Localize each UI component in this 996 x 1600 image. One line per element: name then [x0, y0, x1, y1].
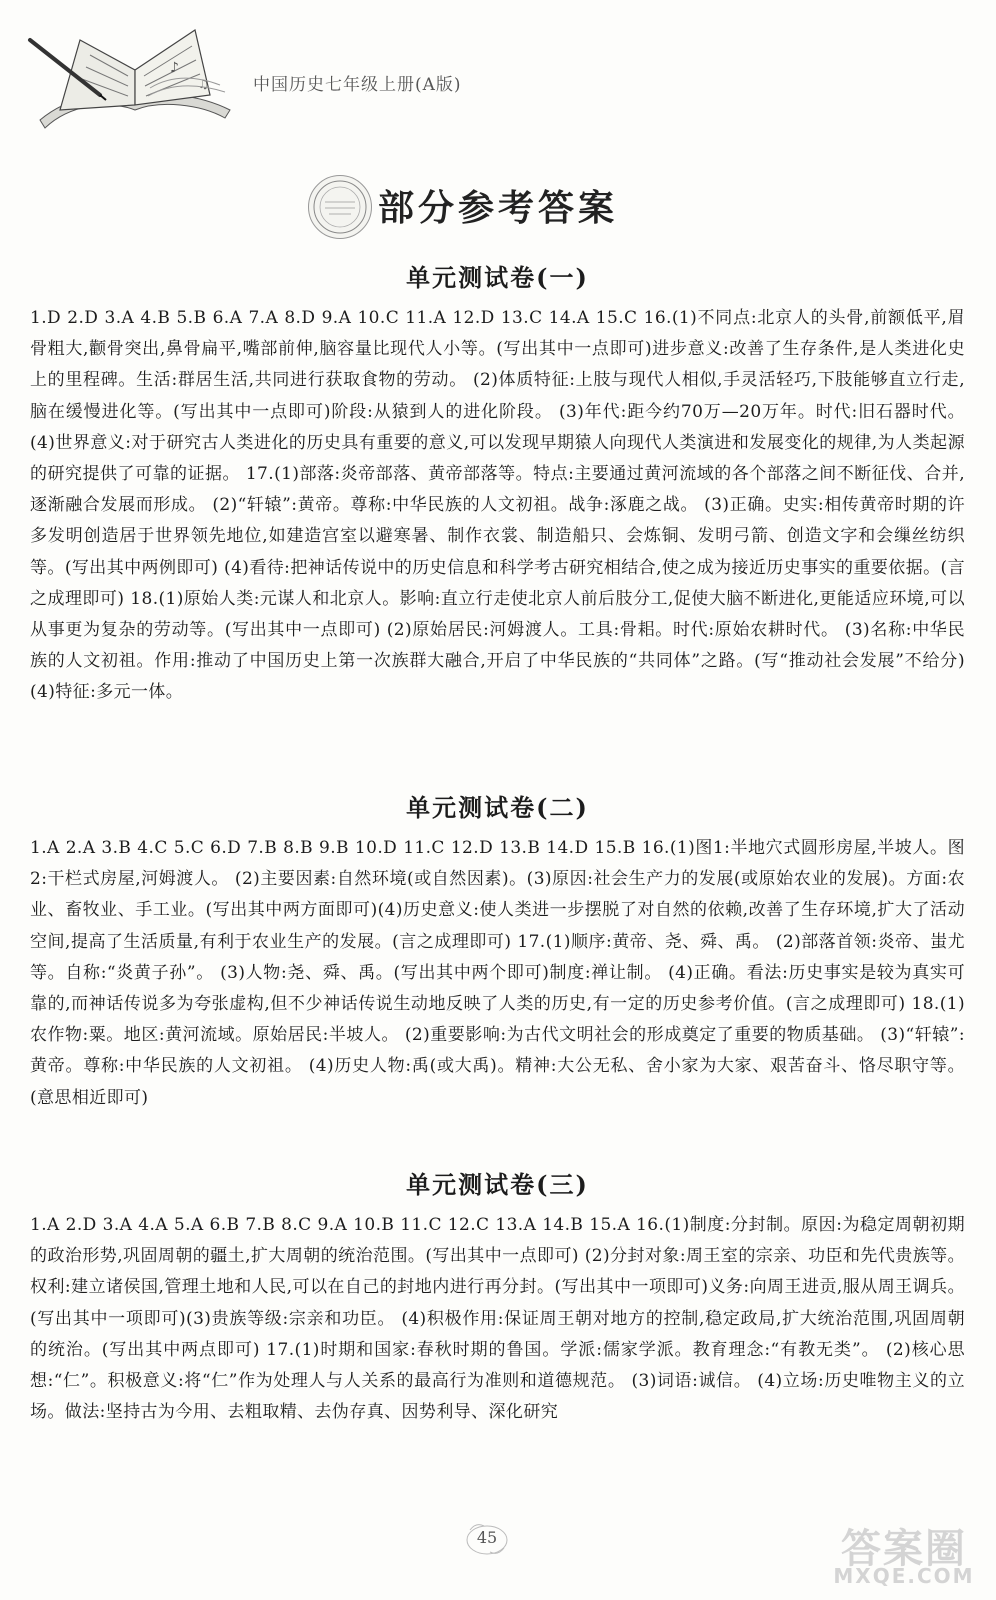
page-number — [462, 1518, 512, 1558]
answer-section-3 — [30, 1165, 965, 1428]
watermark-url: MXQE.COM — [833, 1564, 975, 1588]
section-title: 单元测试卷(二) — [406, 793, 589, 822]
page-number-text: 45 — [476, 1528, 498, 1547]
circular-stamp-icon — [308, 175, 372, 239]
notebook-pen-music-icon — [20, 0, 250, 140]
book-title: 中国历史七年级上册(A版) — [253, 75, 462, 95]
watermark — [824, 1517, 984, 1592]
svg-text:♪: ♪ — [170, 60, 179, 76]
page-title: 部分参考答案 — [378, 188, 619, 229]
watermark-text: 答案圈 — [841, 1526, 967, 1572]
answer-section-2 — [30, 788, 965, 1114]
answer-section-1 — [30, 258, 965, 709]
running-header — [20, 0, 620, 140]
stamp-graphic — [311, 178, 369, 236]
section-body: 1.D 2.D 3.A 4.B 5.B 6.A 7.A 8.D 9.A 10.C 11.A 12.D 13.C 14.A 15.C 16.(1)不同点:北京人的头骨,前额低平,眉骨粗大,颧骨突出,鼻骨扁平,嘴部前伸,脑容量比现代人小等。(写出其中一点即可)进步意义:改善了生存条件,是人类进化史上的里程碑。生活:群居生活,共同进行获取食物的劳动。 (2)体质特征:上肢与现代人相似,手灵活轻巧,下肢能够直立行走,脑在缓慢进化等。(写出其中一点即可)阶段:从猿到人的进化阶段。 (3)年代:距今约70万—20万年。时代:旧石器时代。 (4)世界意义:对于研究古人类进化的历史具有重要的意义,可以发现早期猿人向现代人类演进和发展变化的规律,为人类起源的研究提供了可靠的证据。 17.(1)部落:炎帝部落、黄帝部落等。特点:主要通过黄河流域的各个部落之间不断征伐、合并,逐渐融合发展而形成。 (2)“轩辕”:黄帝。尊称:中华民族的人文初祖。战争:涿鹿之战。 (3)正确。史实:相传黄帝时期的许多发明创造居于世界领先地位,如建造宫室以避寒暑、制作衣裳、制造船只、会炼铜、发明弓箭、创造文字和会缫丝纺织等。(写出其中两例即可) (4)看待:把神话传说中的历史信息和科学考古研究相结合,使之成为接近历史事实的重要依据。(言之成理即可) 18.(1)原始人类:元谋人和北京人。影响:直立行走使北京人前后肢分工,促使大脑不断进化,更能适应环境,可以从事更为复杂的劳动等。(写出其中一点即可) (2)原始居民:河姆渡人。工具:骨耜。时代:原始农耕时代。 (3)名称:中华民族的人文初祖。作用:推动了中国历史上第一次族群大融合,开启了中华民族的“共同体”之路。(写“推动社会发展”不给分) (4)特征:多元一体。 — [30, 308, 965, 703]
svg-text:♫: ♫ — [198, 77, 209, 91]
section-title: 单元测试卷(一) — [406, 263, 589, 292]
section-body: 1.A 2.A 3.B 4.C 5.C 6.D 7.B 8.B 9.B 10.D 11.C 12.D 13.B 14.D 15.B 16.(1)图1:半地穴式圆形房屋,半坡人。图2:干栏式房屋,河姆渡人。 (2)主要因素:自然环境(或自然因素)。(3)原因:社会生产力的发展(或原始农业的发展)。方面:农业、畜牧业、手工业。(写出其中两方面即可)(4)历史意义:使人类进一步摆脱了对自然的依赖,改善了生存环境,扩大了活动空间,提高了生活质量,有利于农业生产的发展。(言之成理即可) 17.(1)顺序:黄帝、尧、舜、禹。 (2)部落首领:炎帝、蚩尤等。自称:“炎黄子孙”。 (3)人物:尧、舜、禹。(写出其中两个即可)制度:禅让制。 (4)正确。看法:历史事实是较为真实可靠的,而神话传说多为夸张虚构,但不少神话传说生动地反映了人类的历史,有一定的历史参考价值。(言之成理即可) 18.(1)农作物:粟。地区:黄河流域。原始居民:半坡人。 (2)重要影响:为古代文明社会的形成奠定了重要的物质基础。 (3)“轩辕”:黄帝。尊称:中华民族的人文初祖。 (4)历史人物:禹(或大禹)。精神:大公无私、舍小家为大家、艰苦奋斗、恪尽职守等。(意思相近即可) — [30, 838, 965, 1108]
section-title: 单元测试卷(三) — [406, 1170, 589, 1199]
section-body: 1.A 2.D 3.A 4.A 5.A 6.B 7.B 8.C 9.A 10.B 11.C 12.C 13.A 14.B 15.A 16.(1)制度:分封制。原因:为稳定周朝初期的政治形势,巩固周朝的疆土,扩大周朝的统治范围。(写出其中一点即可) (2)分封对象:周王室的宗亲、功臣和先代贵族等。权利:建立诸侯国,管理土地和人民,可以在自己的封地内进行再分封。(写出其中一项即可)义务:向周王进贡,服从周王调兵。(写出其中一项即可)(3)贵族等级:宗亲和功臣。 (4)积极作用:保证周王朝对地方的控制,稳定政局,扩大统治范围,巩固周朝的统治。(写出其中两点即可) 17.(1)时期和国家:春秋时期的鲁国。学派:儒家学派。教育理念:“有教无类”。 (2)核心思想:“仁”。积极意义:将“仁”作为处理人与人关系的最高行为准则和道德规范。 (3)词语:诚信。 (4)立场:历史唯物主义的立场。做法:坚持古为今用、去粗取精、去伪存真、因势利导、深化研究 — [30, 1215, 965, 1423]
